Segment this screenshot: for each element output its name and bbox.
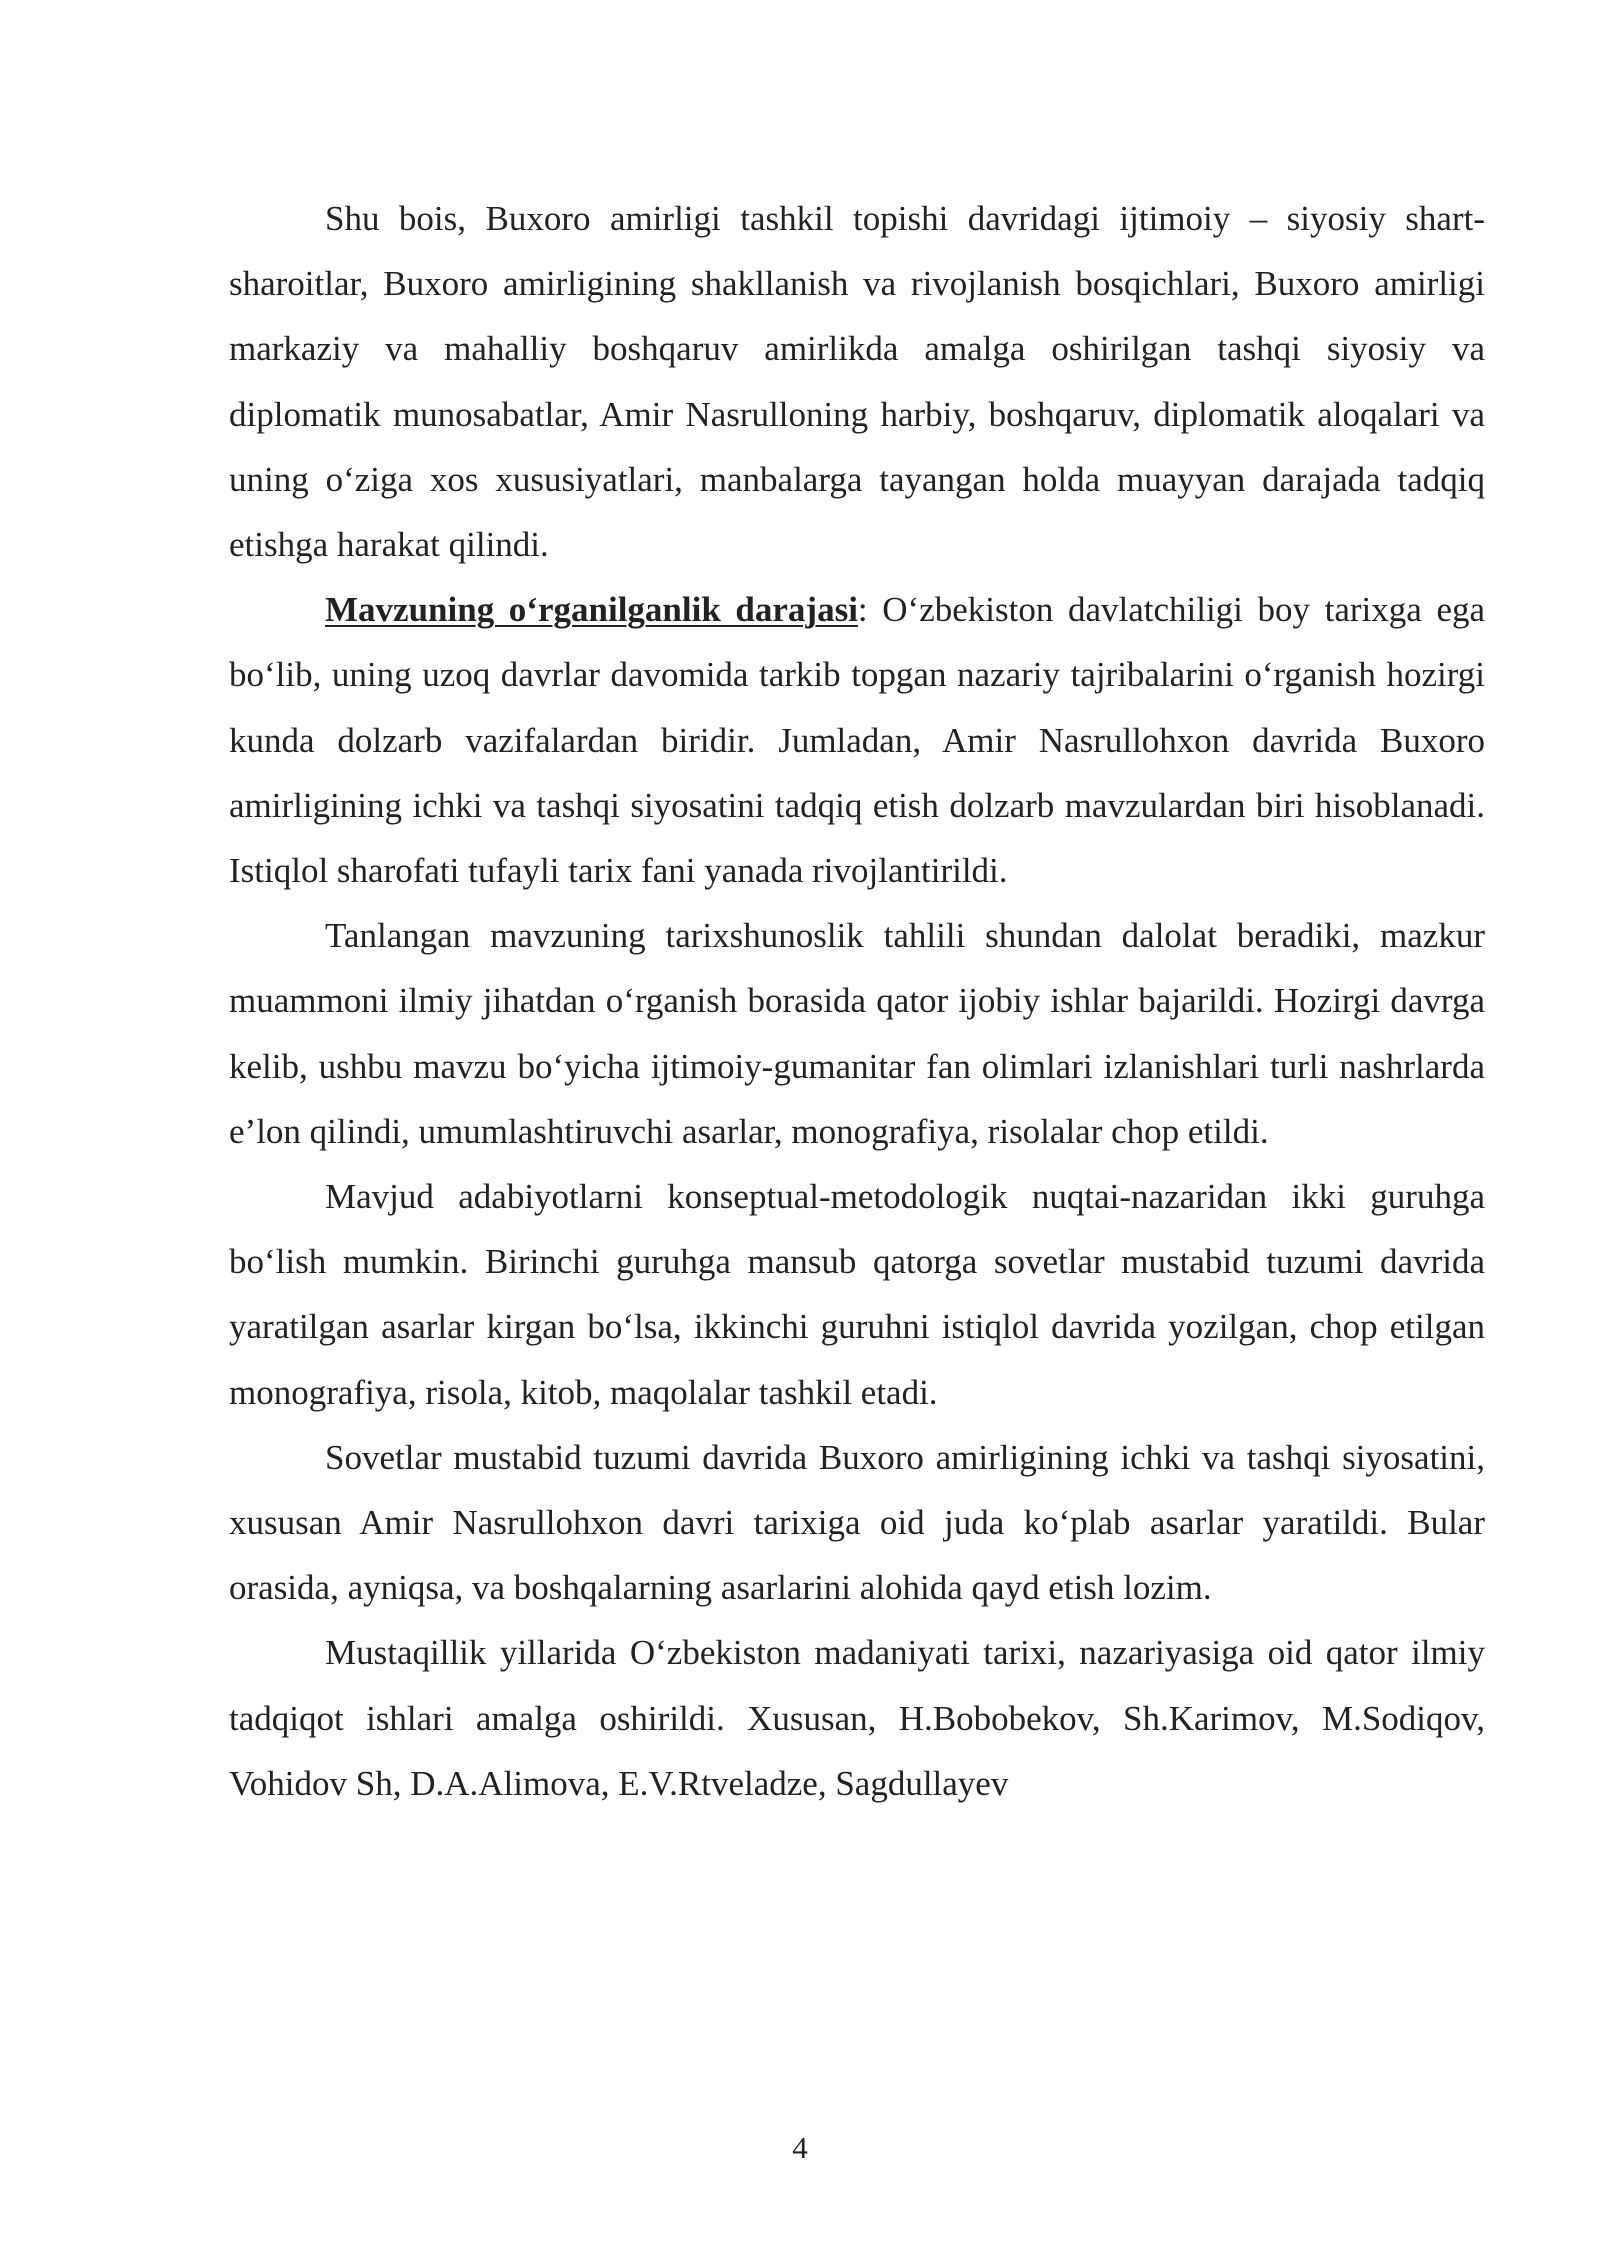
paragraph-intro: Shu bois, Buxoro amirligi tashkil topishi davridagi ijtimoiy – siyosiy shart-sharoitlar, Buxoro amirligining shakllanish va rivojlanish bosqichlari, Buxoro amirligi markaziy va mahalliy boshqaruv amirlikda amalga oshirilgan tashqi siyosiy va diplomatik munosabatlar, Amir Nasrulloning harbiy, boshqaruv, diplomatik aloqalari va uning o‘ziga xos xususiyatlari, manbalarga tayangan holda muayyan darajada tadqiq etishga harakat qilindi. (229, 199, 1485, 565)
page-number: 4 (792, 2130, 808, 2165)
section-heading-term: Mavzuning o‘rganilganlik darajasi (325, 590, 858, 630)
paragraph-historiography: Tanlangan mavzuning tarixshunoslik tahlili shundan dalolat beradiki, mazkur muammoni ilmiy jihatdan o‘rganish borasida qator ijobiy ishlar bajarildi. Hozirgi davrga kelib, ushbu mavzu bo‘yicha ijtimoiy-gumanitar fan olimlari izlanishlari turli nashrlarda e’lon qilindi, umumlashtiruvchi asarlar, monografiya, risolalar chop etildi. (229, 916, 1485, 1151)
paragraph-soviet-period: Sovetlar mustabid tuzumi davrida Buxoro amirligining ichki va tashqi siyosatini, xususan Amir Nasrullohxon davri tarixiga oid juda ko‘plab asarlar yaratildi. Bular orasida, ayniqsa, va boshqalarning asarlarini alohida qayd etish lozim. (229, 1437, 1485, 1608)
paragraph-independence-period: Mustaqillik yillarida O‘zbekiston madaniyati tarixi, nazariyasiga oid qator ilmiy tadqiqot ishlari amalga oshirildi. Xususan, H.Bobobekov, Sh.Karimov, M.Sodiqov, Vohidov Sh, D.A.Alimova, E.V.Rtveladze, Sagdullayev (229, 1633, 1485, 1803)
paragraph-research-degree-text: : O‘zbekiston davlatchiligi boy tarixga ega bo‘lib, uning uzoq davrlar davomida tarkib topgan nazariy tajribalarini o‘rganish hozirgi kunda dolzarb vazifalardan biridir. Jumladan, Amir Nasrullohxon davrida Buxoro amirligining ichki va tashqi siyosatini tadqiq etish dolzarb mavzulardan biri hisoblanadi. Istiqlol sharofati tufayli tarix fani yanada rivojlantirildi. (229, 590, 1486, 891)
paragraph-research-degree (229, 577, 1485, 903)
body-text (229, 186, 1485, 1816)
paragraph-literature-groups: Mavjud adabiyotlarni konseptual-metodologik nuqtai-nazaridan ikki guruhga bo‘lish mumkin. Birinchi guruhga mansub qatorga sovetlar mustabid tuzumi davrida yaratilgan asarlar kirgan bo‘lsa, ikkinchi guruhni istiqlol davrida yozilgan, chop etilgan monografiya, risola, kitob, maqolalar tashkil etadi. (229, 1177, 1485, 1412)
